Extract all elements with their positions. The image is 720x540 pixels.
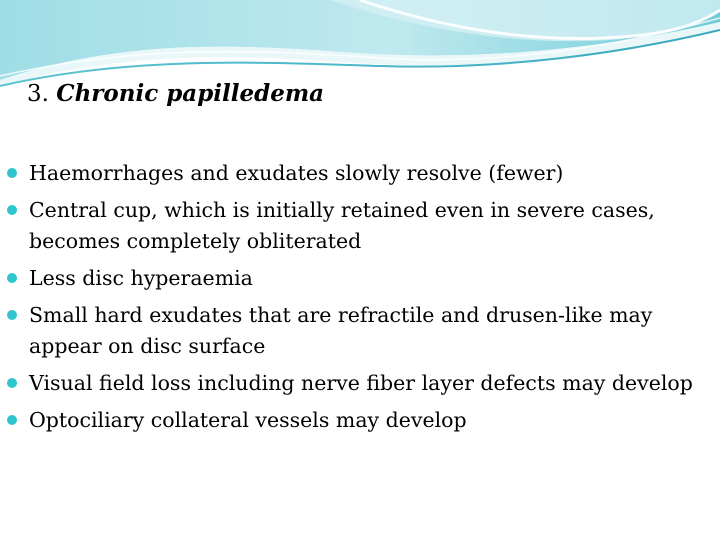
bullet-item (0, 195, 715, 257)
bullet-icon (7, 168, 17, 178)
bullet-item (0, 158, 715, 189)
bullet-icon (7, 205, 17, 215)
bullet-list (0, 158, 715, 442)
bullet-text: Visual field loss including nerve fiber layer defects may develop (29, 371, 693, 395)
bullet-text: Haemorrhages and exudates slowly resolve (fewer) (29, 161, 564, 185)
bullet-text: Less disc hyperaemia (29, 266, 253, 290)
bullet-item (0, 263, 715, 294)
header-wave-decoration (0, 0, 720, 90)
bullet-icon (7, 273, 17, 283)
bullet-text: Small hard exudates that are refractile and drusen-like may appear on disc surface (29, 303, 653, 358)
bullet-icon (7, 310, 17, 320)
bullet-text: Optociliary collateral vessels may develop (29, 408, 467, 432)
bullet-item (0, 405, 715, 436)
bullet-text: Central cup, which is initially retained even in severe cases, becomes completely obliterated (29, 198, 655, 253)
bullet-icon (7, 415, 17, 425)
heading-number: 3. (27, 81, 49, 107)
bullet-icon (7, 378, 17, 388)
bullet-item (0, 368, 715, 399)
heading-title: Chronic papilledema (56, 80, 325, 107)
bullet-item (0, 300, 715, 362)
slide-heading (27, 80, 324, 107)
